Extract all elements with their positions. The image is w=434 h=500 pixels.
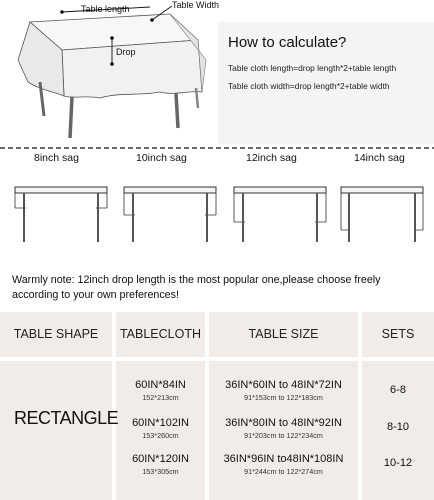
table-size-1: 36IN*60IN to 48IN*72IN bbox=[225, 379, 342, 391]
table-leg bbox=[70, 97, 72, 138]
cloth-size-3: 60IN*120IN bbox=[132, 453, 189, 465]
cloth-size-cm-1: 152*213cm bbox=[142, 393, 179, 402]
drop-label: Drop bbox=[116, 47, 136, 57]
calc-title: How to calculate? bbox=[228, 34, 347, 51]
cloth-size-cm-3: 153*305cm bbox=[142, 467, 179, 476]
table-size-cm-1: 91*153cm to 122*183cm bbox=[244, 393, 323, 402]
sag-diagrams bbox=[0, 160, 434, 250]
header-table-size: TABLE SIZE bbox=[248, 327, 319, 341]
cloth-size-cm-2: 153*260cm bbox=[142, 431, 179, 440]
table-length-label: Table length bbox=[81, 4, 130, 14]
sets-1: 6-8 bbox=[390, 384, 406, 396]
sets-3: 10-12 bbox=[383, 457, 413, 469]
header-sets: SETS bbox=[381, 327, 415, 341]
sag-table-12 bbox=[234, 187, 326, 242]
cloth-size-1: 60IN*84IN bbox=[135, 379, 186, 391]
sag-label-14: 14inch sag bbox=[354, 152, 405, 164]
table-leg bbox=[176, 93, 178, 128]
shape-rectangle: RECTANGLE bbox=[14, 408, 119, 428]
header-tablecloth: TABLECLOTH bbox=[119, 327, 202, 341]
sag-table-8 bbox=[15, 187, 107, 242]
table-size-3: 36IN*96IN to48IN*108IN bbox=[223, 453, 344, 465]
sag-label-12: 12inch sag bbox=[246, 152, 297, 164]
width-formula: Table cloth width=drop length*2+table width bbox=[228, 81, 390, 91]
note-line-1: Warmly note: 12inch drop length is the most popular one,please choose freely bbox=[12, 274, 381, 286]
header-table-shape: TABLE SHAPE bbox=[13, 327, 99, 341]
table-width-label: Table Width bbox=[172, 0, 220, 10]
size-table bbox=[0, 312, 434, 500]
table-size-cm-3: 91*244cm to 122*274cm bbox=[244, 467, 323, 476]
body-cell-shape bbox=[0, 361, 112, 500]
table-size-cm-2: 91*203cm to 122*234cm bbox=[244, 431, 323, 440]
calculation-panel bbox=[218, 22, 434, 144]
sag-label-8: 8inch sag bbox=[34, 152, 79, 164]
sag-table-10 bbox=[124, 187, 216, 242]
sag-table-14 bbox=[341, 187, 423, 242]
note-line-2: according to your own preferences! bbox=[12, 289, 179, 301]
sag-label-10: 10inch sag bbox=[136, 152, 187, 164]
cloth-size-2: 60IN*102IN bbox=[132, 417, 189, 429]
length-formula: Table cloth length=drop length*2+table length bbox=[228, 63, 397, 73]
table-size-2: 36IN*80IN to 48IN*92IN bbox=[225, 417, 342, 429]
tablecloth-diagram bbox=[0, 0, 218, 145]
sets-2: 8-10 bbox=[386, 421, 410, 433]
